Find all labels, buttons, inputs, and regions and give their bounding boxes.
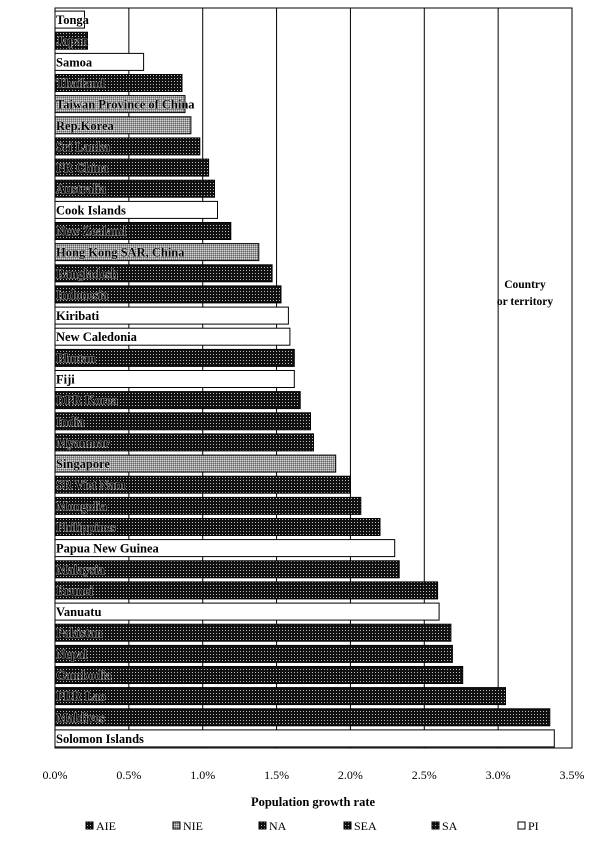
category-label: Sri Lanka <box>56 139 110 154</box>
category-label: Malaysia <box>56 562 105 577</box>
x-tick-label: 2.5% <box>411 768 437 782</box>
category-label: Fiji <box>56 372 75 387</box>
annotation-line-2: or territory <box>496 296 554 308</box>
category-label: New Zealand <box>56 224 127 239</box>
legend-label-pi: PI <box>528 819 539 833</box>
legend-swatch-nie <box>173 822 180 829</box>
category-label: Cook Islands <box>56 203 126 218</box>
category-label: Samoa <box>56 55 93 70</box>
legend-swatch-aie <box>86 822 93 829</box>
category-label: Bhutan <box>56 351 96 366</box>
legend <box>86 819 539 833</box>
category-label: Maldives <box>56 710 105 725</box>
category-label: Thailand <box>56 76 105 91</box>
annotation <box>497 279 554 308</box>
legend-label-sa: SA <box>442 819 458 833</box>
bar-vanuatu <box>55 603 439 620</box>
category-label: SR Viet Nam <box>56 478 126 493</box>
category-label: Cambodia <box>56 668 112 683</box>
x-tick-label: 3.0% <box>485 768 511 782</box>
category-label: Bangladesh <box>56 266 118 281</box>
bar-pdr-lao <box>55 688 506 705</box>
category-label: Solomon Islands <box>56 731 144 746</box>
bar-brunei <box>55 582 438 599</box>
bar-fiji <box>55 371 294 388</box>
category-label: Philippines <box>56 520 116 535</box>
category-label: PR China <box>56 161 109 176</box>
category-label: Taiwan Province of China <box>56 97 195 112</box>
bar-maldives <box>55 709 550 726</box>
category-label: Singapore <box>56 457 110 472</box>
legend-swatch-pi <box>518 822 525 829</box>
bar-cambodia <box>55 667 463 684</box>
category-label: Mongolia <box>56 499 107 514</box>
x-axis-ticks <box>43 768 585 782</box>
category-label: Japan <box>56 34 89 49</box>
x-tick-label: 0.0% <box>42 768 68 782</box>
category-label: Indonesia <box>56 287 109 302</box>
x-tick-label: 3.5% <box>559 768 585 782</box>
legend-swatch-sa <box>432 822 439 829</box>
x-tick-label: 0.5% <box>116 768 142 782</box>
legend-label-sea: SEA <box>354 819 377 833</box>
bar-malaysia <box>55 561 399 578</box>
category-label: PDR Lao <box>56 689 106 704</box>
category-label: DPR Korea <box>56 393 118 408</box>
x-axis-title: Population growth rate <box>250 795 376 809</box>
category-label: Hong Kong SAR, China <box>56 245 185 260</box>
x-tick-label: 1.5% <box>264 768 290 782</box>
category-label: Papua New Guinea <box>56 541 159 556</box>
x-tick-label: 2.0% <box>337 768 363 782</box>
category-label: Tonga <box>56 13 89 28</box>
bar-pakistan <box>55 624 451 641</box>
x-tick-label: 1.0% <box>190 768 216 782</box>
legend-swatch-sea <box>344 822 351 829</box>
legend-label-nie: NIE <box>183 819 203 833</box>
category-label: Nepal <box>56 647 88 662</box>
category-label: Vanuatu <box>56 605 102 620</box>
category-label: Myanmar <box>56 435 110 450</box>
legend-label-na: NA <box>269 819 287 833</box>
category-label: Brunei <box>56 583 93 598</box>
category-label: Kiribati <box>56 309 100 324</box>
bar-india <box>55 413 311 430</box>
annotation-line-1: Country <box>504 279 546 291</box>
plot-area <box>55 8 572 748</box>
legend-swatch-na <box>259 822 266 829</box>
category-label: Rep.Korea <box>56 118 114 133</box>
bar-nepal <box>55 645 452 662</box>
legend-label-aie: AIE <box>96 819 116 833</box>
category-label: New Caledonia <box>56 330 137 345</box>
category-label: India <box>56 414 85 429</box>
category-label: Australia <box>56 182 106 197</box>
category-label: Pakistan <box>56 626 103 641</box>
